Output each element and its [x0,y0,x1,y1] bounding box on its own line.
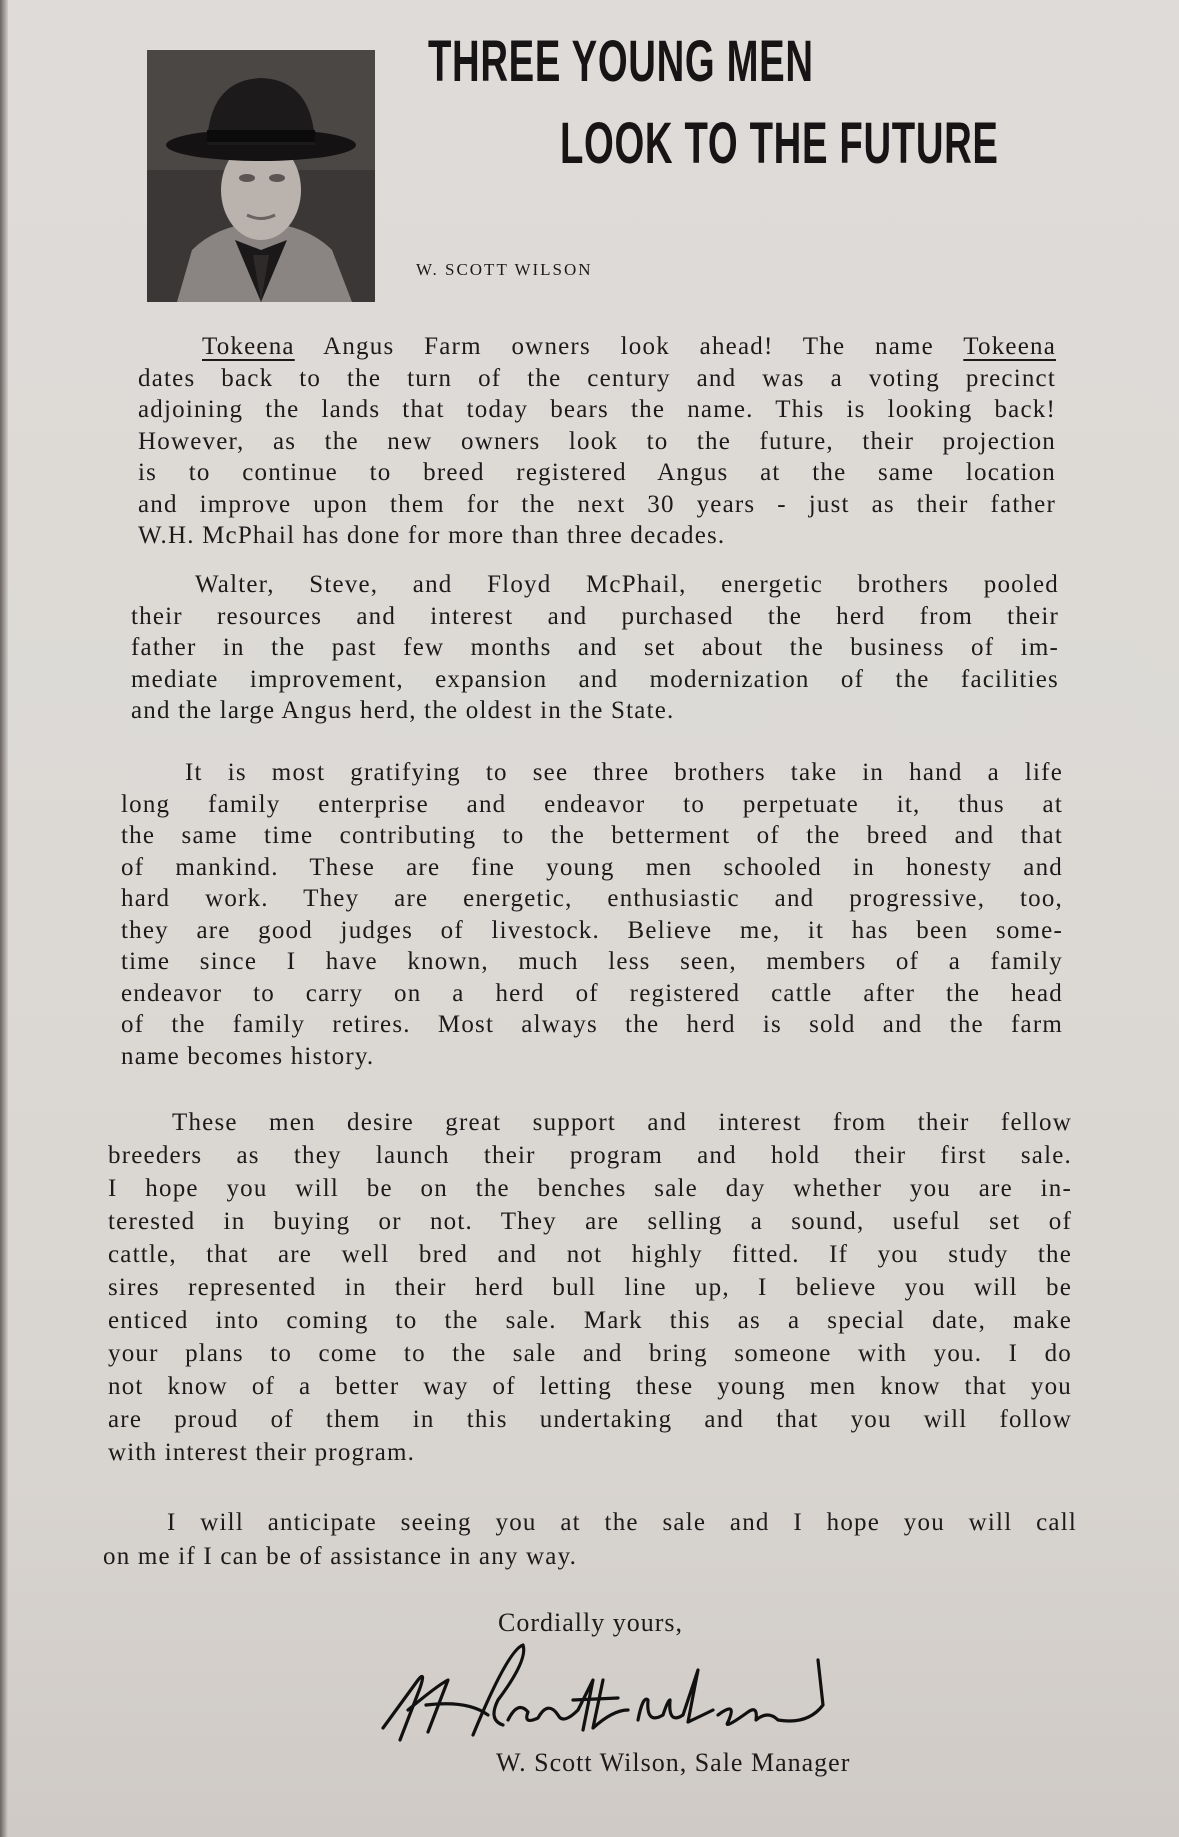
page-edge-shadow [0,0,8,1837]
text-line: It is most gratifying to see three brothers take in hand a life [185,759,1063,786]
title-line-2: LOOK TO THE FUTURE [560,111,999,176]
text-line: and improve upon them for the next 30 years - just as their father [138,490,1056,518]
text-line: dates back to the turn of the century and was a voting precinct [138,364,1056,392]
salutation: Cordially yours, [498,1608,683,1637]
text-line: of mankind. These are fine young men schooled in honesty and [121,853,1063,881]
text-line: name becomes history. [121,1042,375,1070]
signer-name: W. Scott Wilson, Sale Manager [496,1748,851,1777]
text-line: father in the past few months and set about the business of im- [131,634,1059,661]
text-line: of the family retires. Most always the herd is sold and the farm [121,1011,1063,1038]
text-line: terested in buying or not. They are selling a sound, useful set of [108,1208,1072,1235]
text-line: your plans to come to the sale and bring someone with you. I do [108,1340,1072,1367]
text-line: I will anticipate seeing you at the sale and I hope you will call [167,1509,1077,1536]
text-line: Walter, Steve, and Floyd McPhail, energetic brothers pooled [195,571,1059,598]
text-line: is to continue to breed registered Angus at the same location [138,459,1056,486]
paragraph-3 [121,757,1063,1072]
paragraph-2 [131,569,1059,727]
text-line: with interest their program. [108,1439,416,1466]
paragraph-5 [103,1506,1077,1574]
text-line: their resources and interest and purchased the herd from their [131,602,1059,630]
text-line: long family enterprise and endeavor to perpetuate it, thus at [121,790,1063,818]
text-line: time since I have known, much less seen, members of a family [121,948,1063,975]
text-line: adjoining the lands that today bears the name. This is looking back! [138,396,1056,423]
title-line-1: THREE YOUNG MEN [428,29,814,94]
text-line: cattle, that are well bred and not highly fitted. If you study the [108,1241,1072,1268]
text-line-content [202,333,1056,360]
text-line: I hope you will be on the benches sale day whether you are in- [108,1175,1072,1202]
text-line: endeavor to carry on a herd of registered cattle after the head [121,979,1063,1007]
text-line: mediate improvement, expansion and modernization of the facilities [131,665,1059,693]
text-segment: Angus Farm owners look ahead! The name [294,333,964,360]
text-line: and the large Angus herd, the oldest in the State. [131,697,675,724]
handwritten-signature [378,1640,908,1750]
text-line: breeders as they launch their program and hold their first sale. [108,1142,1072,1169]
text-line: they are good judges of livestock. Believe me, it has been some- [121,916,1063,944]
text-line: W.H. McPhail has done for more than three decades. [138,522,726,549]
text-line: sires represented in their herd bull line up, I believe you will be [108,1274,1072,1301]
text-line: on me if I can be of assistance in any way. [103,1543,578,1570]
byline: W. SCOTT WILSON [416,260,593,279]
portrait-image [147,50,375,302]
underlined-word: Tokeena [202,333,295,360]
underlined-word: Tokeena [963,333,1056,360]
author-photo [147,50,375,302]
text-line: These men desire great support and interest from their fellow [172,1109,1072,1136]
text-line [138,331,1056,363]
text-line: hard work. They are energetic, enthusiastic and progressive, too, [121,885,1063,912]
text-line: not know of a better way of letting these young men know that you [108,1373,1072,1400]
paragraph-1 [138,331,1056,552]
text-line: are proud of them in this undertaking and that you will follow [108,1406,1072,1433]
text-line: enticed into coming to the sale. Mark this as a special date, make [108,1307,1072,1334]
text-line: However, as the new owners look to the future, their projection [138,427,1056,455]
text-line: the same time contributing to the betterment of the breed and that [121,822,1063,849]
paragraph-4 [108,1106,1072,1469]
